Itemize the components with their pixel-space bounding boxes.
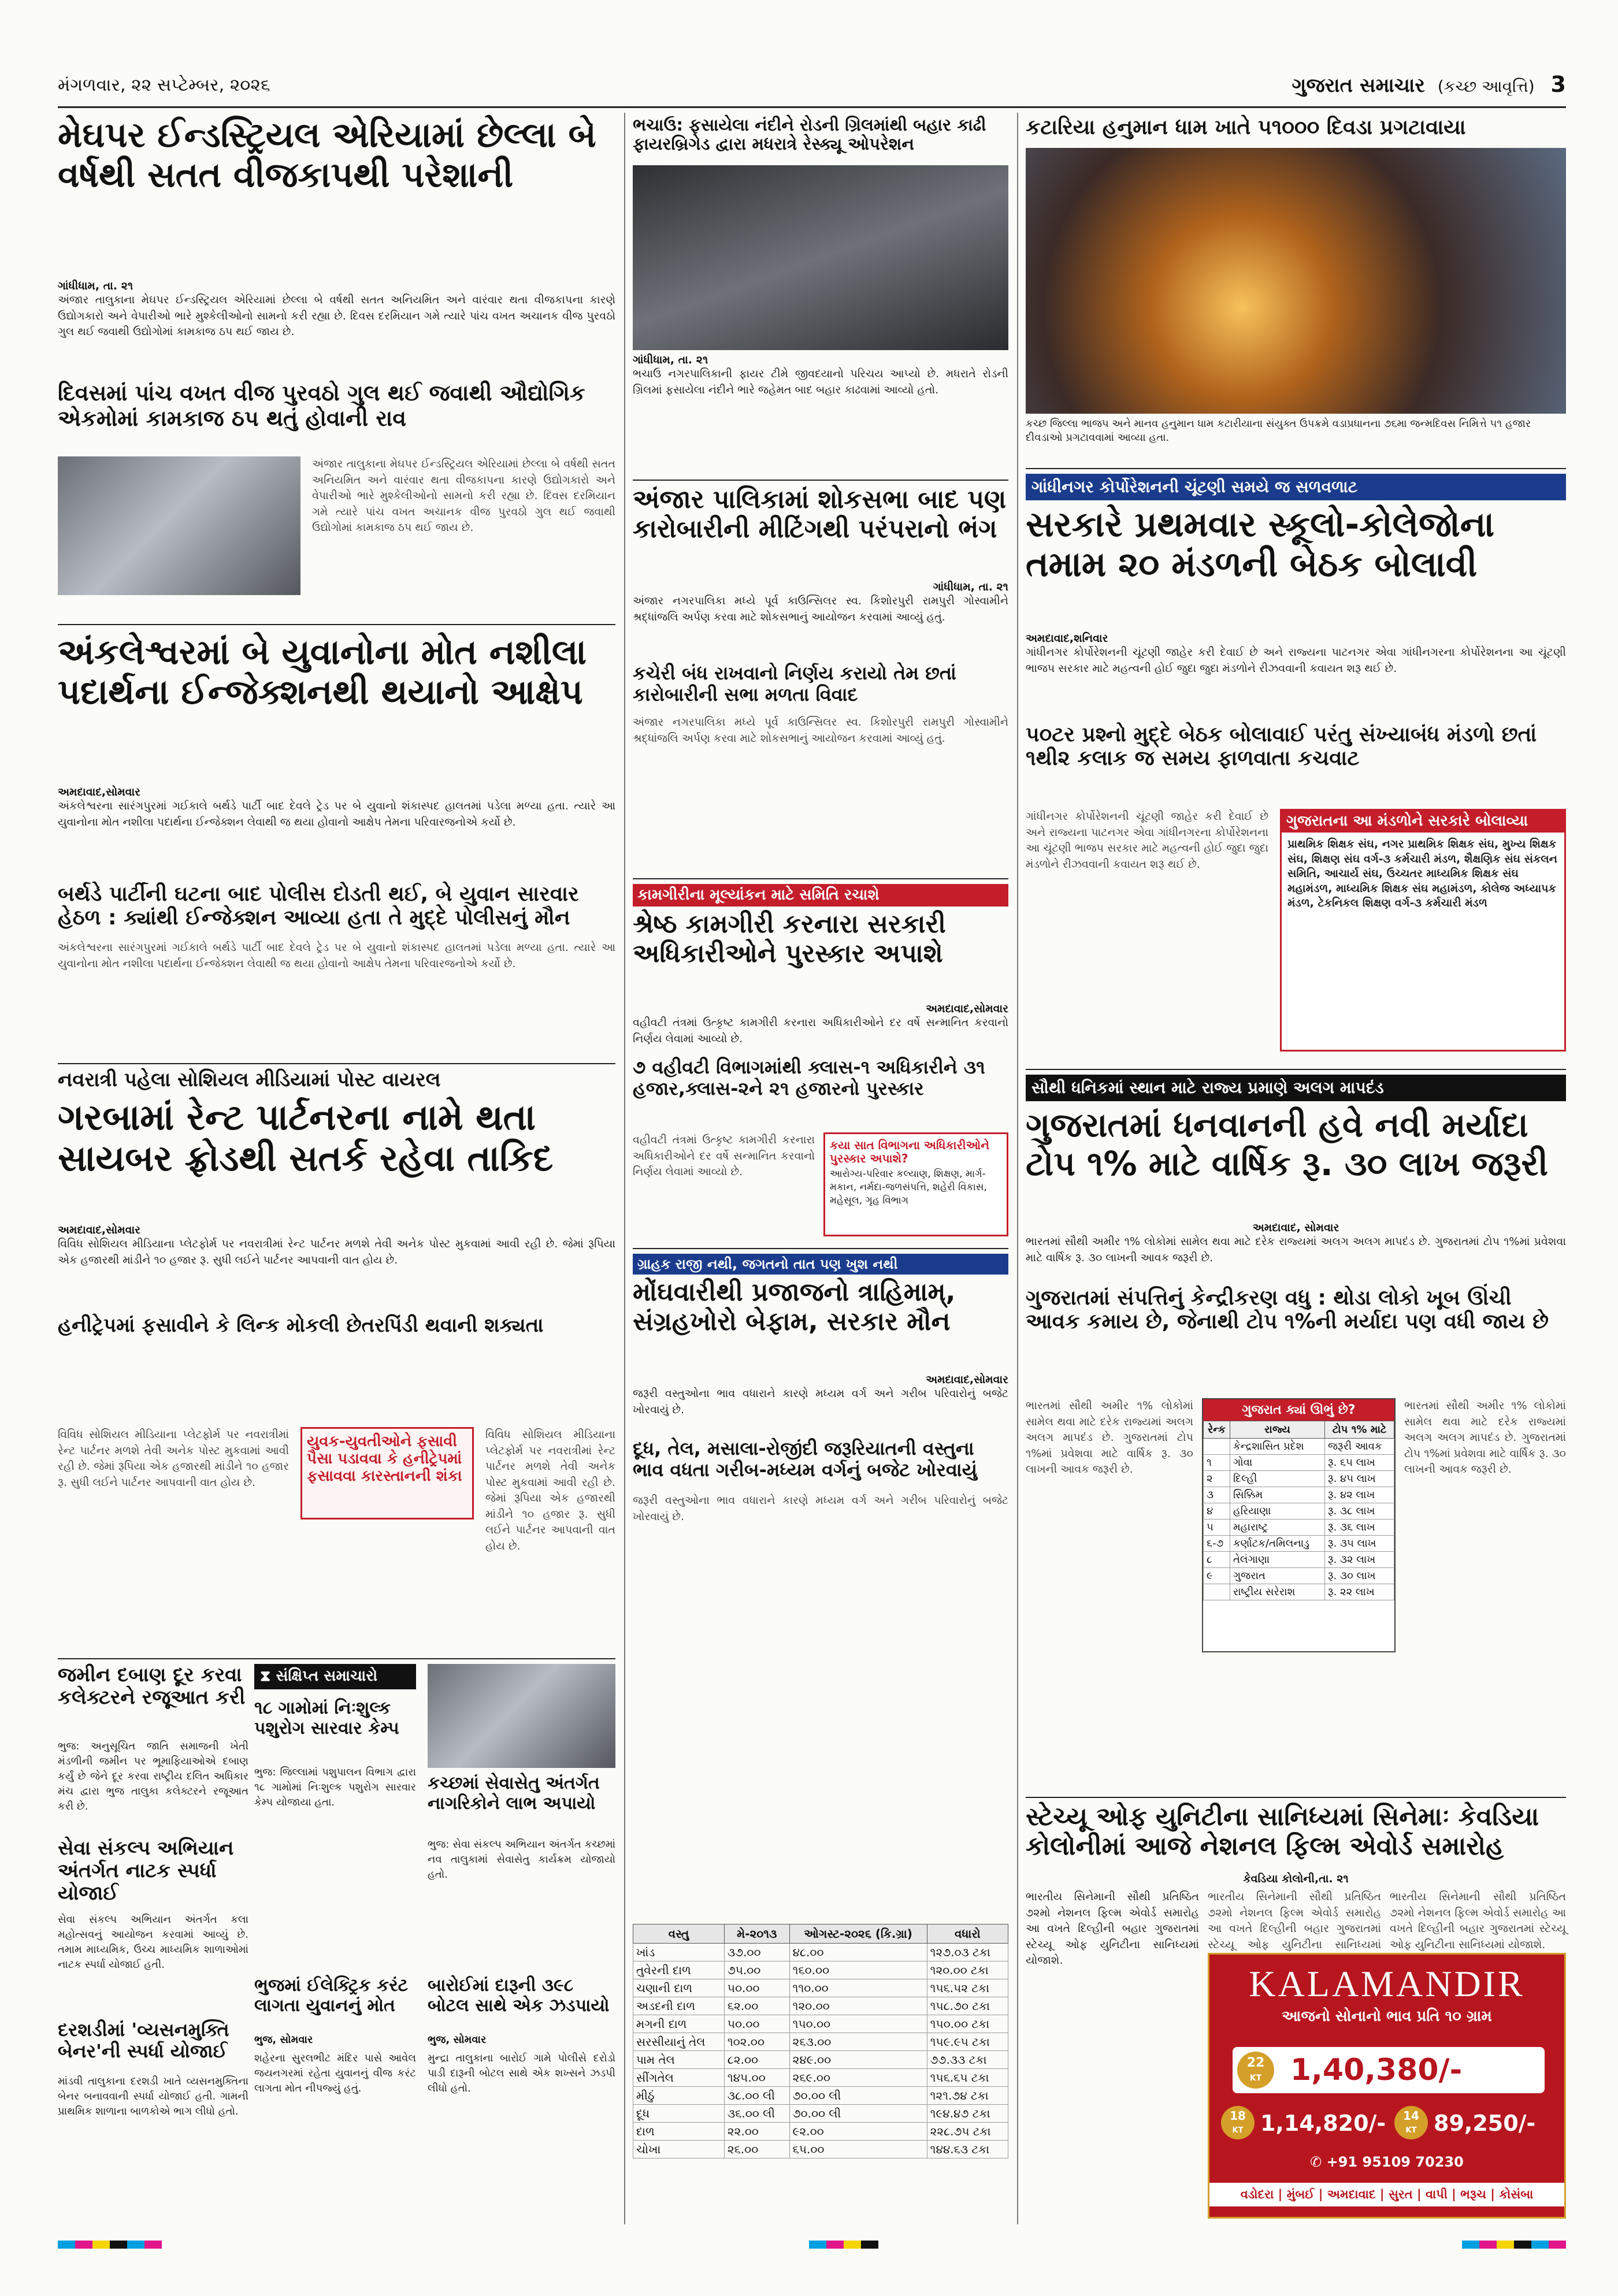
story-katariya: [1026, 116, 1566, 462]
headline-wealth: ગુજરાતમાં ધનવાનની હવે નવી મર્યાદા ટોપ ૧% માટે વાર્ષિક રૂ. ૩૦ લાખ જરૂરી: [1026, 1105, 1548, 1183]
table-row: [633, 2051, 1008, 2069]
table-cell: ૧૫૦.૦૦: [789, 2015, 927, 2033]
table-row: [633, 2069, 1008, 2087]
page-header: [58, 69, 1566, 104]
brief-label: [254, 1664, 416, 1689]
headline-film-awards: સ્ટેચ્યૂ ઓફ યુનિટીના સાનિધ્યમાં સિનેમાઃ કેવડિયા કોલોનીમાં આજે નેશનલ ફિલ્મ એવોર્ડ સમારોહ: [1026, 1802, 1539, 1861]
story-body-continued: અંજાર નગરપાલિકા મધ્યે પૂર્વ કાઉન્સિલર સ્વ. કિશોરપુરી રામપુરી ગોસ્વામીને શ્રદ્ધાંજલિ અર્પણ કરવા માટે શોકસભાનું આયોજન કરવામાં આવ્યું હતું.: [633, 716, 1008, 745]
table-cell: ૫૦.૦૦: [724, 2015, 789, 2033]
table-cell: રૂ. ૪૨ લાખ: [1325, 1487, 1394, 1503]
table-header-cell: રાજ્ય: [1230, 1421, 1324, 1439]
rescue-photo: [633, 165, 1008, 350]
brief-label-text: સંક્ષિપ્ત સમાચારો: [276, 1667, 378, 1685]
table-cell: ૬-૭: [1204, 1536, 1230, 1552]
registration-strip: [58, 2236, 1566, 2253]
dateline: કેવડિયા કોલોની,તા. ૨૧: [1243, 1873, 1349, 1885]
associations-box: [1280, 809, 1566, 1052]
table-row: [1204, 1568, 1394, 1584]
story-body-continued: વહીવટી તંત્રમાં ઉત્કૃષ્ટ કામગીરી કરનારા અધિકારીઓને દર વર્ષે સન્માનિત કરવાનો નિર્ણય લેવામાં આવ્યો છે.: [633, 1134, 815, 1179]
story-body: જરૂરી વસ્તુઓના ભાવ વધારાને કારણે મધ્યમ વર્ગ અને ગરીબ પરિવારોનું બજેટ ખોરવાયું છે.: [633, 1387, 1008, 1416]
highlight-box-text: યુવક-યુવતીઓને ફસાવી પૈસા પડાવવા કે હનીટ્રેપમાં ફસાવવા કારસ્તાનની શંકા: [307, 1433, 462, 1485]
price-18kt: 1,14,820/-: [1260, 2111, 1386, 2136]
story-divider: [58, 624, 615, 625]
table-cell: ગુજરાત: [1230, 1568, 1324, 1584]
story-body-continued: ભારતમાં સૌથી અમીર ૧% લોકોમાં સામેલ થવા માટે દરેક રાજ્યમાં અલગ અલગ માપદંડ છે. ગુજરાતમાં ટોપ ૧%માં પ્રવેશવા માટે વાર્ષિક રૂ. ૩૦ લાખની આવક જરૂરી છે.: [1026, 1399, 1193, 1476]
story-body-continued: ભારતમાં સૌથી અમીર ૧% લોકોમાં સામેલ થવા માટે દરેક રાજ્યમાં અલગ અલગ માપદંડ છે. ગુજરાતમાં ટોપ ૧%માં પ્રવેશવા માટે વાર્ષિક રૂ. ૩૦ લાખની આવક જરૂરી છે.: [1404, 1399, 1566, 1476]
short-headline: જમીન દબાણ દૂર કરવા કલેક્ટરને રજૂઆત કરી: [58, 1663, 246, 1710]
table-row: [633, 1997, 1008, 2015]
story-body-continued: [312, 456, 615, 595]
table-cell: ૪: [1204, 1503, 1230, 1519]
table-cell: સીંગતેલ: [633, 2069, 725, 2087]
story-bhachau: [633, 116, 1008, 474]
table-cell: હરિયાણા: [1230, 1503, 1324, 1519]
dateline: અમદાવાદ,સોમવાર: [58, 1224, 140, 1236]
table-cell: રૂ. ૩૫ લાખ: [1325, 1536, 1394, 1552]
table-cell: જરૂરી આવક: [1325, 1439, 1394, 1455]
story-meghpar: [58, 116, 615, 618]
table-cell: ૧: [1204, 1455, 1230, 1471]
brief-body: ભુજ: જિલ્લામાં પશુપાલન વિભાગ દ્વારા ૧૮ ગામોમાં નિઃશુલ્ક પશુરોગ સારવાર કેમ્પ યોજાયા હતા.: [254, 1766, 416, 1809]
table-cell: ૧૦૨.૦૦: [724, 2033, 789, 2051]
table-cell: ગોવા: [1230, 1455, 1324, 1471]
table-cell: રાષ્ટ્રીય સરેરાશ: [1230, 1584, 1324, 1600]
table-cell: ૩૮.૦૦ લી: [724, 2087, 789, 2105]
headline-anjar: અંજાર પાલિકામાં શોકસભા બાદ પણ કારોબારીની મીટિંગથી પરંપરાનો ભંગ: [633, 485, 1007, 544]
headline-ankleshwar: અંકલેશ્વરમાં બે યુવાનોના મોત નશીલા પદાર્થના ઈન્જેક્શનથી થયાનો આક્ષેપ: [58, 632, 587, 712]
table-row: [1204, 1487, 1394, 1503]
table-cell: ૨૪૯.૦૦: [789, 2051, 927, 2069]
dateline: ગાંધીધામ, તા. ૨૧: [633, 354, 708, 366]
headline-inflation: મોંઘવારીથી પ્રજાજનો ત્રાહિમામ્, સંગ્રહખોરો બેફામ, સરકાર મૌન: [633, 1277, 956, 1336]
price-22kt: 1,40,380/-: [1290, 2053, 1463, 2087]
table-header-row: [633, 1925, 1008, 1944]
table-row: [633, 2015, 1008, 2033]
karat-unit: KT: [1232, 2126, 1244, 2135]
story-divider: [633, 1248, 1008, 1249]
whatsapp-icon: ✆: [1310, 2154, 1327, 2170]
table-row: [1204, 1552, 1394, 1568]
kicker: કામગીરીના મૂલ્યાંકન માટે સમિતિ રચાશે: [637, 886, 879, 904]
story-body-continued: ભારતીય સિનેમાની સૌથી પ્રતિષ્ઠિત ૭૨મો નેશનલ ફિલ્મ એવોર્ડ સમારોહ આ વખતે દિલ્હીની બહાર ગુજરાતમાં સ્ટેચ્યૂ ઓફ યુનિટીના સાનિધ્યમાં યોજાશે.: [1390, 1890, 1566, 1951]
brief-headline: બારોઈમાં દારૂની ૩૯૮ બોટલ સાથે એક ઝડપાયો: [428, 1975, 610, 2016]
story-body-continued: વિવિધ સોશિયલ મીડિયાના પ્લેટફોર્મ પર નવરાત્રીમાં રેન્ટ પાર્ટનર મળશે તેવી અનેક પોસ્ટ મુકવામાં આવી રહી છે. જેમાં રૂપિયા એક હજારથી માંડીને ૧૦ હજાર રૂ. સુધી લઈને પાર્ટનર આપવાની વાત હોય છે.: [485, 1428, 615, 1552]
price-14kt: 89,250/-: [1434, 2111, 1536, 2136]
table-cell: ૭૭.૩૩ ટકા: [927, 2051, 1008, 2069]
associations-box-title-text: ગુજરાતના આ મંડળોને સરકારે બોલાવ્યા: [1286, 812, 1528, 830]
table-cell: રૂ. ૪૫ લાખ: [1325, 1471, 1394, 1487]
story-body-continued: ભારતીય સિનેમાની સૌથી પ્રતિષ્ઠિત ૭૨મો નેશનલ ફિલ્મ એવોર્ડ સમારોહ આ વખતે દિલ્હીની બહાર ગુજરાતમાં સ્ટેચ્યૂ ઓફ યુનિટીના સાનિધ્યમાં: [1208, 1890, 1381, 1951]
table-header-cell: ઓગસ્ટ-૨૦૨૬ (કિ.ગ્રા): [789, 1925, 927, 1944]
kicker-bar: [1026, 1075, 1566, 1101]
short-headline: સેવા સંકલ્પ અભિયાન અંતર્ગત નાટક સ્પર્ધા યોજાઈ: [58, 1837, 234, 1905]
story-body: ભારતમાં સૌથી અમીર ૧% લોકોમાં સામેલ થવા માટે દરેક રાજ્યમાં અલગ અલગ માપદંડ છે. ગુજરાતમાં ટોપ ૧%માં પ્રવેશવા માટે વાર્ષિક રૂ. ૩૦ લાખની આવક જરૂરી છે.: [1026, 1235, 1566, 1264]
state-rank-table: [1202, 1398, 1396, 1652]
masthead-title: ગુજરાત સમાચાર: [1292, 74, 1425, 97]
table-row: [1204, 1519, 1394, 1536]
table-cell: ૯: [1204, 1568, 1230, 1584]
headline-katariya: કટારિયા હનુમાન ધામ ખાતે ૫૧૦૦૦ દિવડા પ્રગટાવાયા: [1026, 116, 1466, 139]
brief-news: [254, 1664, 615, 2224]
table-row: [633, 1979, 1008, 1997]
short-stories: [58, 1664, 248, 2224]
table-cell: ૧૫૬.૬૫ ટકા: [927, 2069, 1008, 2087]
table-cell: ૬૨.૦૦: [724, 1997, 789, 2015]
story-divider: [1026, 1069, 1566, 1070]
story-divider: [58, 1658, 615, 1659]
subhead-ankleshwar: બર્થડે પાર્ટીની ઘટના બાદ પોલીસ દોડતી થઈ, બે યુવાન સારવાર હેઠળ : ક્યાંથી ઈન્જેક્શન આવ્યા હતા તે મુદ્દે પોલીસનું મૌન: [58, 882, 579, 930]
ad-cities: વડોદરા | મુંબઈ | અમદાવાદ | સુરત | વાપી | ભરૂચ | કોસંબા: [1209, 2183, 1564, 2206]
story-anjar: [633, 485, 1008, 872]
story-awards: [633, 884, 1008, 1242]
table-header-cell: મે-૨૦૧૩: [724, 1925, 789, 1944]
highlight-box: [300, 1427, 474, 1519]
masthead: [1292, 72, 1566, 97]
story-divider: [633, 878, 1008, 879]
table-cell: ૧૨૦.૦૦ ટકા: [927, 1961, 1008, 1979]
headline-meghpar: મેઘપર ઈન્ડસ્ટ્રિયલ એરિયામાં છેલ્લા બે વર્ષથી સતત વીજકાપથી પરેશાની: [58, 115, 596, 195]
table-cell: ૧૧૦.૦૦: [789, 1979, 927, 1997]
dateline: અમદાવાદ, સોમવાર: [1252, 1221, 1339, 1234]
karat-badge-22: [1237, 2052, 1274, 2089]
table-cell: ૩: [1204, 1487, 1230, 1503]
table-cell: ૧૨૭.૦૩ ટકા: [927, 1944, 1008, 1961]
subhead-schools: ૫૦ટર પ્રશ્નો મુદ્દે બેઠક બોલાવાઈ પરંતુ સંખ્યાબંધ મંડળો છતાં ૧થી૨ કલાક જ સમય ફાળવાતા કચવાટ: [1026, 723, 1537, 771]
table-cell: રૂ. ૩૮ લાખ: [1325, 1503, 1394, 1519]
short-body: સેવા સંકલ્પ અભિયાન અંતર્ગત કલા મહોત્સવનું આયોજન કરવામાં આવ્યું છે. તમામ માધ્યમિક, ઉચ્ચ માધ્યમિક શાળાઓમાં નાટક સ્પર્ધા યોજાઈ હતી.: [58, 1914, 248, 1971]
table-cell: ૫: [1204, 1519, 1230, 1536]
table-row: [633, 2141, 1008, 2158]
subhead-meghpar: દિવસમાં પાંચ વખત વીજ પુરવઠો ગુલ થઈ જવાથી ઔદ્યોગિક એકમોમાં કામકાજ ઠપ થતું હોવાની રાવ: [58, 380, 585, 431]
karat-22: 22: [1246, 2056, 1265, 2070]
karat-unit: KT: [1249, 2074, 1262, 2083]
header-rule: [58, 106, 1566, 108]
story-body: ભારતીય સિનેમાની સૌથી પ્રતિષ્ઠિત ૭૨મો નેશનલ ફિલ્મ એવોર્ડ સમારોહ આ વખતે દિલ્હીની બહાર ગુજરાતમાં સ્ટેચ્યૂ ઓફ યુનિટીના સાનિધ્યમાં યોજાશે.: [1026, 1890, 1199, 1967]
table-row: [1204, 1536, 1394, 1552]
ad-phone: [1209, 2154, 1564, 2170]
table-row: [1204, 1584, 1394, 1600]
kicker-bar: [633, 1254, 1008, 1275]
story-inflation: [633, 1254, 1008, 2224]
story-ankleshwar: [58, 633, 615, 1057]
table-cell: ખાંડ: [633, 1944, 725, 1961]
table-cell: ૨૨.૦૦: [724, 2123, 789, 2141]
table-row: [633, 2087, 1008, 2105]
headline-awards: શ્રેષ્ઠ કામગીરી કરનારા સરકારી અધિકારીઓને પુરસ્કાર અપાશે: [633, 909, 946, 968]
table-cell: રૂ. ૨૨ લાખ: [1325, 1584, 1394, 1600]
kicker: સૌથી ધનિકમાં સ્થાન માટે રાજ્ય પ્રમાણે અલગ માપદંડ: [1031, 1078, 1384, 1097]
headline-schools: સરકારે પ્રથમવાર સ્કૂલો-કોલેજોના તમામ ૨૦ મંડળની બેઠક બોલાવી: [1026, 504, 1495, 585]
diya-festival-photo: [1026, 148, 1566, 414]
dateline: અમદાવાદ,સોમવાર: [58, 786, 140, 798]
table-cell: [1204, 1439, 1230, 1455]
story-body-continued: અંકલેશ્વરના સારંગપુરમાં ગઈકાલે બર્થડે પાર્ટી બાદ દેવલે ટ્રેડ પર બે યુવાનો શંકાસ્પદ હાલતમાં પડેલા મળ્યા હતા. ત્યારે આ યુવાનોના મોત નશીલા પદાર્થના ઈન્જેક્શન લેવાથી જ થયા હોવાનો આક્ષેપ તેમના પરિવારજનોએ કર્યો છે.: [58, 941, 615, 970]
story-wealth: [1026, 1075, 1566, 1791]
story-film-awards: [1026, 1803, 1566, 2224]
story-body: અંકલેશ્વરના સારંગપુરમાં ગઈકાલે બર્થડે પાર્ટી બાદ દેવલે ટ્રેડ પર બે યુવાનો શંકાસ્પદ હાલતમાં પડેલા મળ્યા હતા. ત્યારે આ યુવાનોના મોત નશીલા પદાર્થના ઈન્જેક્શન લેવાથી જ થયા હોવાનો આક્ષેપ તેમના પરિવારજનોએ કર્યો છે.: [58, 800, 615, 829]
departments-box-title: કયા સાત વિભાગના અધિકારીઓને પુરસ્કાર અપાશે?: [830, 1138, 989, 1165]
table-cell: ચોખા: [633, 2141, 725, 2158]
karat-badge-18: [1221, 2106, 1255, 2139]
table-cell: ૭૦.૦૦ લી: [789, 2087, 927, 2105]
table-cell: ૯૨.૦૦: [789, 2123, 927, 2141]
table-cell: પામ તેલ: [633, 2051, 725, 2069]
table-cell: તુવેરની દાળ: [633, 1961, 725, 1979]
table-row: [633, 2033, 1008, 2051]
table-cell: રૂ. ૬૫ લાખ: [1325, 1455, 1394, 1471]
table-cell: ૨૬૯.૦૦: [789, 2069, 927, 2087]
table-cell: તેલંગાણા: [1230, 1552, 1324, 1568]
table-cell: ૮: [1204, 1552, 1230, 1568]
table-cell: રૂ. ૩૨ લાખ: [1325, 1552, 1394, 1568]
short-headline: દરશડીમાં 'વ્યસનમુક્તિ બેનર'ની સ્પર્ધા યોજાઈ: [58, 2019, 229, 2062]
headline-bhachau: ભચાઉ: ફસાયેલા નંદીને રોડની ગ્રિલમાંથી બહાર કાઢી ફાયરબ્રિગેડ દ્વારા મધરાત્રે રેસ્ક્યૂ ઓપરેશન: [633, 115, 986, 154]
associations-box-title: [1282, 811, 1564, 833]
ad-22kt-row: [1233, 2047, 1545, 2093]
issue-date: મંગળવાર, ૨૨ સપ્ટેમ્બર, ૨૦૨૬: [58, 75, 270, 95]
table-cell: સિક્કિમ: [1230, 1487, 1324, 1503]
table-cell: દાળ: [633, 2123, 725, 2141]
table-cell: અડદની દાળ: [633, 1997, 725, 2015]
karat-14: 14: [1403, 2109, 1419, 2123]
story-divider: [633, 480, 1008, 481]
table-cell: ૧૫૬.૫૨ ટકા: [927, 1979, 1008, 1997]
story-body-text: અંજાર તાલુકાના મેઘપર ઈન્ડસ્ટ્રિયલ એરિયામાં છેલ્લા બે વર્ષથી સતત અનિયમિત અને વારંવાર થતા વીજકાપના કારણે ઉદ્યોગકારો અને વેપારીઓ ભારે મુશ્કેલીઓનો સામનો કરી રહ્યા છે. દિવસ દરમિયાન ગમે ત્યારે પાંચ વખત અચાનક વીજ પુરવઠો ગુલ થઈ જવાથી ઉદ્યોગોમાં કામકાજ ઠપ થઈ જાય છે.: [312, 458, 615, 534]
table-cell: ૭૫.૦૦: [724, 1961, 789, 1979]
table-row: [1204, 1439, 1394, 1455]
table-cell: ૧૫૦.૦૦ ટકા: [927, 2015, 1008, 2033]
subhead-anjar: કચેરી બંધ રાખવાનો નિર્ણય કરાયો તેમ છતાં કારોબારીની સભા મળતા વિવાદ: [633, 662, 956, 705]
dateline: ભુજ, સોમવાર: [254, 2034, 313, 2046]
column-divider: [624, 113, 625, 2224]
table-header-cell: વધારો: [927, 1925, 1008, 1944]
table-cell: ૩૭.૦૦: [724, 1944, 789, 1961]
table-cell: ૪૮.૦૦: [789, 1944, 927, 1961]
story-body: ભચાઉ નગરપાલિકાની ફાયર ટીમે જીવદયાનો પરિચય આપ્યો છે. મધરાતે રોડની ગ્રિલમાં ફસાયેલા નંદીને ભારે જહેમત બાદ બહાર કાઢવામાં આવ્યો હતો.: [633, 367, 1008, 396]
table-cell: ૧૨૧.૭૪ ટકા: [927, 2087, 1008, 2105]
ad-brand: KALAMANDIR: [1249, 1963, 1525, 2004]
story-divider: [1026, 468, 1566, 469]
karat-18: 18: [1230, 2109, 1246, 2123]
story-body: અંજાર તાલુકાના મેઘપર ઈન્ડસ્ટ્રિયલ એરિયામાં છેલ્લા બે વર્ષથી સતત અનિયમિત અને વારંવાર થતા વીજકાપના કારણે ઉદ્યોગકારો અને વેપારીઓ ભારે મુશ્કેલીઓનો સામનો કરી રહ્યા છે. દિવસ દરમિયાન ગમે ત્યારે પાંચ વખત અચાનક વીજ પુરવઠો ગુલ થઈ જવાથી ઉદ્યોગોમાં કામકાજ ઠપ થઈ જાય છે.: [58, 293, 615, 339]
ad-phone-number: +91 95109 70230: [1326, 2154, 1464, 2170]
short-body: માંડવી તાલુકાના દરશડી ખાતે વ્યસનમુક્તિના બેનર બનાવવાની સ્પર્ધા યોજાઈ હતી. ગામની પ્રાથમિક શાળાના બાળકોએ ભાગ લીધો હતો.: [58, 2075, 248, 2118]
table-cell: દૂધ: [633, 2105, 725, 2123]
kicker-bar: [1026, 474, 1566, 500]
table-header-cell: ટોપ ૧% માટે: [1325, 1421, 1394, 1439]
table-cell: મગની દાળ: [633, 2015, 725, 2033]
page-number: 3: [1550, 72, 1566, 97]
headline-garba: ગરબામાં રેન્ટ પાર્ટનરના નામે થતા સાયબર ફ્રોડથી સતર્ક રહેવા તાકિદ: [58, 1096, 554, 1180]
dateline: અમદાવાદ,શનિવાર: [1026, 632, 1108, 645]
table-row: [633, 2123, 1008, 2141]
column-divider: [1017, 113, 1018, 2224]
table-cell: ૨૨૮.૭૫ ટકા: [927, 2123, 1008, 2141]
table-row: [633, 1944, 1008, 1961]
table-cell: દિલ્હી: [1230, 1471, 1324, 1487]
meeting-photo: [58, 456, 300, 595]
table-cell: રૂ. ૩૦ લાખ: [1325, 1568, 1394, 1584]
dateline: ગાંધીધામ, તા. ૨૧: [58, 280, 133, 292]
table-cell: ૧૫૯.૯૫ ટકા: [927, 2033, 1008, 2051]
ad-18kt-row: [1221, 2105, 1386, 2142]
subhead-wealth: ગુજરાતમાં સંપત્તિનું કેન્દ્રીકરણ વધુ : થોડા લોકો ખૂબ ઊંચી આવક કમાય છે, જેનાથી ટોપ ૧%ની મર્યાદા પણ વધી જાય છે: [1026, 1286, 1549, 1334]
table-cell: ૫૦.૦૦: [724, 1979, 789, 1997]
story-schools: [1026, 474, 1566, 1063]
table-cell: ૭૦.૦૦ લી: [789, 2105, 927, 2123]
table-cell: રૂ. ૩૬ લાખ: [1325, 1519, 1394, 1536]
dateline: ગાંધીધામ, તા. ૨૧: [933, 581, 1008, 593]
kicker: ગ્રાહક રાજી નથી, જગતનો તાત પણ ખુશ નથી: [637, 1256, 898, 1272]
subhead-awards: ૭ વહીવટી વિભાગમાંથી ક્લાસ-૧ અધિકારીને ૩૧ હજાર,ક્લાસ-૨ને ૨૧ હજારનો પુરસ્કાર: [633, 1056, 985, 1099]
table-cell: ૮૨.૦૦: [724, 2051, 789, 2069]
table-cell: ૨: [1204, 1471, 1230, 1487]
story-body: વિવિધ સોશિયલ મીડિયાના પ્લેટફોર્મ પર નવરાત્રીમાં રેન્ટ પાર્ટનર મળશે તેવી અનેક પોસ્ટ મુકવામાં આવી રહી છે. જેમાં રૂપિયા એક હજારથી માંડીને ૧૦ હજાર રૂ. સુધી લઈને પાર્ટનર આપવાની વાત હોય છે.: [58, 1238, 615, 1266]
kicker-bar: [633, 884, 1008, 906]
table-row: [633, 2105, 1008, 2123]
rank-table-title: ગુજરાત ક્યાં ઊભું છે?: [1203, 1399, 1394, 1421]
table-cell: ૧૪૪.૬૩ ટકા: [927, 2141, 1008, 2158]
table-cell: ૨૬૩.૦૦: [789, 2033, 927, 2051]
karat-unit: KT: [1405, 2126, 1417, 2135]
departments-box-body: આરોગ્ય-પરિવાર કલ્યાણ, શિક્ષણ, માર્ગ-મકાન, નર્મદા-જળસંપત્તિ, શહેરી વિકાસ, મહેસૂલ, ગૃહ વિભાગ: [830, 1168, 987, 1206]
kalamandir-ad[interactable]: [1208, 1953, 1566, 2219]
departments-box: [823, 1132, 1008, 1236]
rank-table: [1203, 1421, 1394, 1600]
table-cell: ૩૬.૦૦ લી: [724, 2105, 789, 2123]
story-body: ગાંધીનગર કોર્પોરેશનની ચૂંટણી જાહેર કરી દેવાઈ છે અને રાજ્યના પાટનગર એવા ગાંધીનગરના કોર્પોરેશનના આ ચૂંટણી ભાજપ સરકાર માટે મહત્વની હોઈ જુદા જુદા મંડળોને રીઝવવાની કવાયત શરૂ થઈ છે.: [1026, 646, 1566, 675]
table-row: [1204, 1455, 1394, 1471]
story-body-continued: વિવિધ સોશિયલ મીડિયાના પ્લેટફોર્મ પર નવરાત્રીમાં રેન્ટ પાર્ટનર મળશે તેવી અનેક પોસ્ટ મુકવામાં આવી રહી છે. જેમાં રૂપિયા એક હજારથી માંડીને ૧૦ હજાર રૂ. સુધી લઈને પાર્ટનર આપવાની વાત હોય છે.: [58, 1428, 289, 1489]
table-header-row: [1204, 1421, 1394, 1439]
table-row: [1204, 1471, 1394, 1487]
story-body-continued: ગાંધીનગર કોર્પોરેશનની ચૂંટણી જાહેર કરી દેવાઈ છે અને રાજ્યના પાટનગર એવા ગાંધીનગરના કોર્પોરેશનના આ ચૂંટણી ભાજપ સરકાર માટે મહત્વની હોઈ જુદા જુદા મંડળોને રીઝવવાની કવાયત શરૂ થઈ છે.: [1026, 810, 1268, 871]
price-comparison-table: [633, 1924, 1008, 2158]
story-body: વહીવટી તંત્રમાં ઉત્કૃષ્ટ કામગીરી કરનારા અધિકારીઓને દર વર્ષે સન્માનિત કરવાનો નિર્ણય લેવામાં આવ્યો છે.: [633, 1016, 1008, 1045]
story-divider: [1026, 1797, 1566, 1798]
story-garba: [58, 1069, 615, 1652]
kicker: ગાંધીનગર કોર્પોરેશનની ચૂંટણી સમયે જ સળવળાટ: [1031, 477, 1358, 496]
table-header-cell: વસ્તુ: [633, 1925, 725, 1944]
table-cell: ૨૬.૦૦: [724, 2141, 789, 2158]
table-cell: ૧૬૦.૦૦: [789, 1961, 927, 1979]
short-body: ભુજ: અનુસૂચિત જાતિ સમાજની ખેતી મંડળીની જમીન પર ભૂમાફિયાઓએ દબાણ કર્યું છે જેને દૂર કરવા રાષ્ટ્રીય દલિત અધિકાર મંચ દ્વારા ભુજ તાલુકા કલેક્ટરને રજૂઆત કરી છે.: [58, 1740, 248, 1813]
brief-body: ભુજ: સેવા સંકલ્પ અભિયાન અંતર્ગત કચ્છમાં નવ તાલુકામાં સેવાસેતુ કાર્યક્રમ યોજાયો હતો.: [428, 1838, 615, 1881]
karat-badge-14: [1394, 2106, 1428, 2139]
ad-tagline: આજનો સોનાનો ભાવ પ્રતિ ૧૦ ગ્રામ: [1282, 2008, 1492, 2025]
dateline: અમદાવાદ,સોમવાર: [926, 1002, 1008, 1015]
story-body: અંજાર નગરપાલિકા મધ્યે પૂર્વ કાઉન્સિલર સ્વ. કિશોરપુરી રામપુરી ગોસ્વામીને શ્રદ્ધાંજલિ અર્પણ કરવા માટે શોકસભાનું આયોજન કરવામાં આવ્યું હતું.: [633, 595, 1008, 623]
table-row: [633, 1961, 1008, 1979]
table-cell: [1204, 1584, 1230, 1600]
table-cell: ૧૨૦.૦૦: [789, 1997, 927, 2015]
story-body-continued: જરૂરી વસ્તુઓના ભાવ વધારાને કારણે મધ્યમ વર્ગ અને ગરીબ પરિવારોનું બજેટ ખોરવાયું છે.: [633, 1494, 1008, 1523]
table-cell: કેન્દ્રશાસિત પ્રદેશ: [1230, 1439, 1324, 1455]
associations-box-body: પ્રાથમિક શિક્ષક સંઘ, નગર પ્રાથમિક શિક્ષક સંઘ, મુખ્ય શિક્ષક સંઘ, શિક્ષણ સંઘ વર્ગ-૩ કર્મચારી મંડળ, શૈક્ષણિક સંઘ સંકલન સમિતિ, આચાર્ય સંઘ, ઉચ્ચતર માધ્યમિક શિક્ષક સંઘ મહામંડળ, માધ્યમિક શિક્ષક સંઘ મહામંડળ, કોલેજ અધ્યાપક મંડળ, ટેકનિકલ શિક્ષણ વર્ગ-૩ કર્મચારી મંડળ: [1287, 837, 1557, 910]
brief-headline: કચ્છમાં સેવાસેતુ અંતર્ગત નાગરિકોને લાભ અપાયો: [428, 1773, 600, 1814]
table-cell: ૬૫.૦૦: [789, 2141, 927, 2158]
edition-label: (કચ્છ આવૃત્તિ): [1437, 77, 1535, 96]
table-header-cell: રેન્ક: [1204, 1421, 1230, 1439]
brief-body: મુન્દ્રા તાલુકાના બારોઈ ગામે પોલીસે દરોડો પાડી દારૂની બોટલ સાથે એક શખ્સને ઝડપી લીધો હતો.: [428, 2052, 615, 2095]
subhead-inflation: દૂધ, તેલ, મસાલા-રોજીંદી જરૂરિયાતની વસ્તુના ભાવ વધતા ગરીબ-મધ્યમ વર્ગનું બજેટ ખોરવાયું: [633, 1437, 977, 1481]
table-cell: ચણાની દાળ: [633, 1979, 725, 1997]
brief-headline: ભુજમાં ઈલેક્ટ્રિક કરંટ લાગતા યુવાનનું મોત: [254, 1975, 409, 2016]
table-cell: ૧૪૫.૦૦: [724, 2069, 789, 2087]
table-cell: ૧૫૮.૭૦ ટકા: [927, 1997, 1008, 2015]
table-cell: સરસીયાનું તેલ: [633, 2033, 725, 2051]
hourglass-icon: ⧗: [260, 1667, 276, 1685]
table-cell: મહારાષ્ટ્ર: [1230, 1519, 1324, 1536]
table-cell: ૧૯૪.૪૭ ટકા: [927, 2105, 1008, 2123]
table-row: [1204, 1503, 1394, 1519]
table-cell: કર્ણાટક/તમિલનાડુ: [1230, 1536, 1324, 1552]
photo-caption: કચ્છ જિલ્લા ભાજપ અને માનવ હનુમાન ધામ કટારીયાના સંયુક્ત ઉપક્રમે વડાપ્રધાનના ૭૬મા જન્મદિવસ નિમિત્તે ૫૧ હજાર દીવડાઓ પ્રગટાવવામાં આવ્યા હતા.: [1026, 418, 1531, 444]
story-divider: [58, 1063, 615, 1064]
brief-body: શહેરના સુરલભીટ મંદિર પાસે આવેલ જયનગરમાં રહેતા યુવાનનું વીજ કરંટ લાગતા મોત નીપજ્યું હતું.: [254, 2052, 416, 2095]
dateline: અમદાવાદ,સોમવાર: [926, 1373, 1008, 1386]
subhead-garba: હનીટ્રેપમાં ફસાવીને કે લિન્ક મોકલી છેતરપિંડી થવાની શક્યતા: [58, 1314, 544, 1337]
vet-camp-photo: [428, 1664, 615, 1768]
brief-headline: ૧૮ ગામોમાં નિઃશુલ્ક પશુરોગ સારવાર કેમ્પ: [254, 1698, 399, 1738]
dateline: ભુજ, સોમવાર: [428, 2034, 487, 2046]
table-cell: મીઠું: [633, 2087, 725, 2105]
ad-14kt-row: [1394, 2105, 1559, 2142]
kicker: નવરાત્રી પહેલા સોશિયલ મીડિયામાં પોસ્ટ વાયરલ: [58, 1068, 441, 1091]
